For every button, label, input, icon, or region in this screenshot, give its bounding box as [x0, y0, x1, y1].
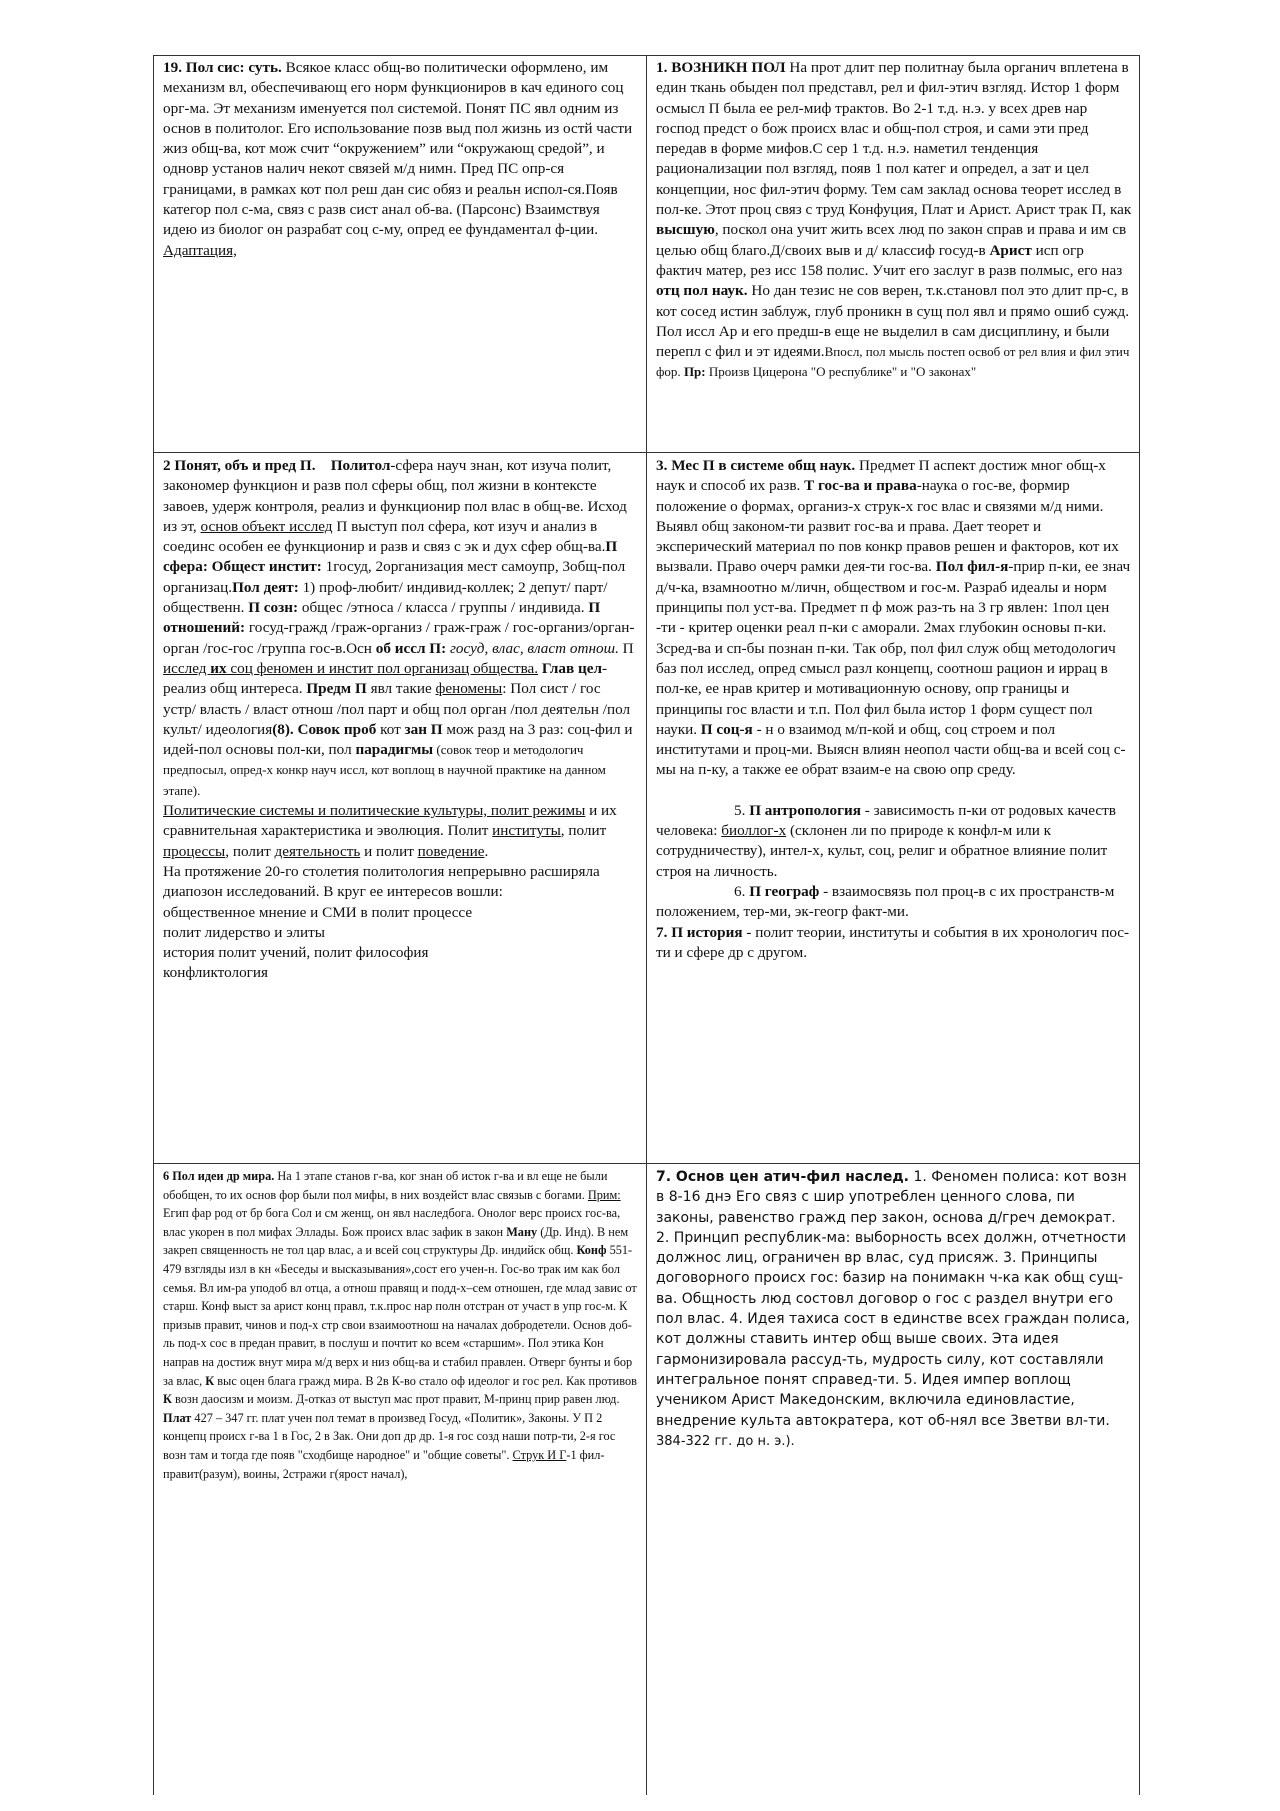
cell-3-run: -прир п-ки, ее знач д/ч-ка, взамноотно м/личн, обществом и гос-м. Разраб идеалы и норм принципы пол уст-ва. Предмет п ф мож раз-ть на 3 гр явлен: 1пол цен -ти - критер оценки реал п-ки с аморали. 2мах глубокин основы п-ки. 3сред-ва и сп-бы познан п-ки. Так обр, пол фил служ общ методологич баз пол исслед, опред смысл разл концепц, соотнош рацион и иррац в пол-ке, ее нрав критер и мотивационную основу, опр границы и принципы гос власти и т.п. Пол фил была истор 1 форм сущест пол науки. [656, 558, 1131, 738]
cell-1-body-1: На прот длит пер политнау была органич вплетена в един ткань обыден пол представл, рел и фил-этич взгляд. Истор 1 форм осмысл П была ее рел-миф трактов. Во 2-1 т.д. н.э. у всех древ нар господ предст о бож происх влас и общ-пол строя, и сами эти пред передав в форме мифов.С сер 1 т.д. н.э. наметил тенденция рационализации пол взгляд, появ 1 пол катег и определ, а зат и цел концепции, нос фил-этич форму. Тем сам заклад основа теорет исслед в пол-ке. Этот проц связ с труд Конфуция, Плат и Арист. Арист трак П, как [656, 59, 1132, 219]
cell-3-run: - полит теории, институты и события в их хронологич пос-ти и сфере др с другом. [656, 923, 1130, 961]
cell-6-run: На 1 этапе станов г-ва, ког знан об исток г-ва и вл еще не были обобщен, то их основ фор были пол мифы, в них воздейст влас связыв с богами. [163, 1169, 608, 1202]
cell-2-run: соц феномен и инстит пол организац общества. [226, 659, 539, 677]
cell-2-run: (8). Совок проб [272, 720, 377, 738]
cell-6-run: Ману [506, 1224, 538, 1239]
cell-2-run: их [210, 659, 227, 677]
cell-1-bold-1: высшую [656, 221, 715, 239]
cell-2-concept-object-subject [154, 453, 646, 1163]
cell-2-run: П [618, 639, 634, 657]
cell-6-run: Плат [163, 1410, 192, 1425]
cell-6-run: Прим: [587, 1187, 621, 1202]
cell-3-item-7 [656, 923, 1132, 964]
cell-2-run: общес /этноса / класса / группы / индивида. [298, 599, 589, 617]
cell-2-list-item: конфликтология [163, 964, 269, 982]
cell-6-run: (Др. Инд). В нем закреп священность не тол цар влас, а и всей соц структуры Др. индийск общ. [163, 1224, 629, 1258]
cell-3-run: - зависимость п-ки от родовых качеств человека: [656, 801, 1116, 840]
cell-2-run: поведение [417, 842, 485, 860]
cell-19-title: 19. Пол сис: суть. [163, 59, 282, 76]
cell-2-run: парадигмы [355, 741, 434, 759]
cell-2-topics [163, 801, 637, 862]
cell-6-run: -1 фил-правит(разум), воины, 2стражи г(ярост начал), [163, 1447, 605, 1481]
cell-2-run: зан П [404, 720, 443, 738]
cell-1-bold-3: отц пол наук. [656, 282, 748, 300]
cell-2-run: П отношений: [163, 599, 601, 637]
cell-3-run: 5. [734, 801, 750, 819]
cell-6-run: 551-479 взгляды изл в кн «Беседы и высказывания»,сост его учен-н. Гос-во трак им как бол семья. Вл им-ра уподоб вл отца, а отнош правящ и подд-х–сем отношен, где млад завис от старш. Конф выст за арист конц правл, т.к.прос нар полн отстран от участ в упр гос-м. К призыв правит, чинов и под-х стр свои взаимоотнош на началах добродетели. Основ доб-ль под-х сос в предан правит, в послуш и почтит ко всем «старшим». Пол этика Кон направ на достиж внут мира м/д верх и низ общ-ва и стабил правлен. Отверг бунты и бор за влас, [163, 1243, 637, 1388]
cell-7-antique-heritage [647, 1164, 1141, 1795]
cell-6-run: Конф [576, 1243, 607, 1258]
cell-2-run: , полит [560, 822, 607, 840]
cell-2-title: 2 Понят, объ и пред П. [163, 457, 316, 474]
cell-19-political-system [154, 55, 646, 452]
cell-2-run: институты [492, 822, 561, 840]
cell-2-text [163, 456, 637, 801]
cell-3-run: (склонен ли по природе к конфл-м или к сотрудничеству), интел-х, культ, соц, религ и обратное влияние полит строя на личность. [656, 822, 1108, 880]
cell-2-run: -реализ общ интереса. [163, 659, 608, 698]
cell-2-list-item: история полит учений, полит философия [163, 944, 429, 962]
cell-3-run: 7. П история [656, 923, 743, 941]
cell-3-text [656, 456, 1132, 781]
cell-7-text [656, 1167, 1132, 1451]
cell-2-run: феномены [435, 680, 503, 698]
cell-7-run: 384-322 гг. до н. э.). [656, 1433, 795, 1449]
cell-6-run: 427 – 347 гг. плат учен пол темат в произвед Госуд, «Политик», Законы. У П 2 концепц происх г-ва 1 в Гос, 2 в Зак. Они доп др др. 1-я гос созд наши потр-ти, 2-я гос возн там и тогда где появ "сходбище народное" и "общие советы". [163, 1410, 616, 1462]
cell-6-run: К [205, 1373, 215, 1388]
cell-19-underlined: Адаптация, [163, 241, 237, 259]
cell-3-run: Т гос-ва и права [804, 477, 917, 495]
cell-1-body-4: Но дан тезис не сов верен, т.к.становл пол это длит пр-с, в кот сосед истин заблуж, глуб проникн в сущ пол явл и прямо ошиб сужд. Пол иссл Ар и его предш-в еще не выделил в сам дисциплину, и были перепл с фил и эт идеями. [656, 282, 1130, 361]
cell-2-run: : Пол сист / гос устр/ власть / власт отнош /пол парт и общ пол орган /пол деятельн /пол культ/ идеология [163, 680, 631, 738]
cell-3-run: П соц-я [700, 720, 753, 738]
cell-1-title: 1. ВОЗНИКН ПОЛ [656, 59, 786, 76]
cell-6-run: К [163, 1392, 172, 1407]
cell-3-run: 6. [734, 882, 750, 900]
cell-3-run: - н о взаимод м/п-кой и общ, соц строем и пол институтами и проц-ми. Выясн влиян неопол части общ-ва и всей соц с-мы на п-ку, а также ее обрат взаим-е на свою опр среду. [656, 720, 1126, 779]
cell-3-item-5 [656, 801, 1132, 882]
cell-3-place-among-sciences [647, 453, 1141, 1163]
cell-2-run: 1госуд, 2организация мест самоупр, 3общ-пол организац. [163, 558, 626, 596]
cell-2-run: основ объект исслед [200, 517, 333, 535]
cell-2-run: Предм П [306, 680, 367, 698]
cell-2-run: и их сравнительная характеристика и эволюция. Полит [163, 802, 617, 840]
cell-2-run: и полит [360, 842, 418, 860]
cell-2-run: исслед [163, 659, 211, 677]
cell-3-title: 3. Мес П в системе общ наук. [656, 457, 856, 474]
cell-6-run: Егип фар род от бр бога Сол и см женщ, он явл наследбога. Онолог верс происх гос-ва, влас укорен в пол мифах Эллады. Бож происх влас зафик в закон [163, 1206, 621, 1239]
cell-2-run: деятельность [274, 842, 361, 860]
cell-2-run: Пол деят: [232, 578, 299, 596]
cell-2-run: (совок теор и методологич предпосыл, опред-х конкр науч иссл, кот воплощ в научной практике на данном этапе). [163, 742, 606, 798]
cell-3-run: Предмет П аспект достиж мног общ-х наук и способ их разв. [656, 457, 1106, 495]
cell-6-title: 6 Пол идеи др мира. [163, 1169, 275, 1183]
cell-2-run: . [484, 842, 489, 860]
cell-1-small-1: Впосл, пол мысль постеп освоб от рел влия и фил этич фор. [656, 344, 1130, 380]
cell-1-bold-2: Арист [989, 241, 1032, 259]
cell-1-body-2: , поскол она учит жить всех люд по закон справ и права и им св целью общ благо.Д/своих выв и д/ классиф госуд-в [656, 221, 1127, 259]
cell-2-paragraph-2: На протяжение 20-го столетия политология непрерывно расширяла диапозон исследований. В круг ее интересов вошли: [163, 862, 600, 901]
cell-3-run: - взаимосвязь пол проц-в с их пространств-м положением, тер-ми, эк-геогр факт-ми. [656, 882, 1115, 921]
cell-19-body: Всякое класс общ-во политически оформлено, им механизм вл, обеспечивающ его норм функциониров в кач единого соц орг-ма. Эт механизм именуется пол системой. Понят ПС явл одним из основ в политолог. Его использование позв выд пол жизнь из остй части жиз общ-ва, кот мож счит “окружением” или “окружающ средой”, и одновр установ налич некот связей м/д нимн. Пред ПС опр-ся границами, в рамках кот пол реш дан сис обяз и реальн испол-ся.Появ категор пол с-ма, связ с разв сист анал об-ва. (Парсонс) Взаимствуя идею из биолог он разрабат соц с-му, опред ее фундаментал ф-ции. [163, 59, 633, 239]
cell-1-text [656, 58, 1132, 383]
cell-7-title: 7. Основ цен атич-фил наслед. [656, 1169, 909, 1185]
cell-2-run: Политические системы и политические культуры, полит режимы [163, 802, 586, 820]
cell-1-origin-of-politics [647, 55, 1141, 452]
cell-2-run: П выступ пол сфера, кот изуч и анализ в соединс особен ее функционир и разв и связ с эк и дух сфер общ-ва. [163, 517, 606, 556]
cell-2-run: об иссл П: [375, 639, 447, 657]
cell-6-run: возн даосизм и моизм. Д-отказ от выступ мас прот правит, М-принц прир равен люд. [171, 1392, 620, 1407]
cell-6-run: выс оцен блага гражд мира. В 2в К-во стало оф идеолог и гос рел. Как противов [214, 1373, 637, 1388]
cell-2-run: П сфера: Общест инстит: [163, 538, 618, 576]
cell-1-bold-4: Пр: [683, 364, 706, 380]
cell-6-text [163, 1167, 637, 1483]
cell-2-list-item: полит лидерство и элиты [163, 923, 325, 941]
cell-2-run: госуд-гражд /граж-организ / граж-граж / гос-организ/орган-орган /гос-гос /группа гос-в.Осн [163, 619, 635, 657]
cell-6-ancient-political-ideas [154, 1164, 646, 1795]
cell-6-run: Струк И Г [512, 1447, 567, 1462]
cell-3-run: П антропология [749, 801, 861, 819]
cell-3-run: биоллог-х [721, 822, 787, 840]
cell-3-run: П географ [749, 882, 820, 900]
cell-1-body-3: исп огр фактич матер, рез исс 158 полис. Учит его заслуг в разв полмыс, его наз [656, 241, 1123, 279]
cell-2-run: П созн: [248, 599, 299, 617]
cell-2-title-2: Политол [330, 457, 391, 474]
cell-2-list-item: общественное мнение и СМИ в полит процессе [163, 903, 473, 921]
cell-3-item-6 [656, 882, 1132, 923]
cell-1-small-2: Произв Цицерона "О республике" и "О законах" [705, 364, 977, 380]
cell-2-run: госуд, влас, власт отнош. [446, 639, 619, 657]
cell-2-run: кот [376, 720, 405, 738]
cell-2-run: Глав цел [538, 659, 602, 677]
cell-3-run: Пол фил-я [935, 558, 1009, 576]
cell-2-run: мож разд на 3 раз: соц-фил и идей-пол основы пол-ки, пол [163, 720, 633, 759]
cell-7-run: 1. Феномен полиса: кот возн в 8-16 днэ Его связ с шир употреблен ценного слова, пи законы, равенство гражд пер закон, основа д/греч демократ. 2. Принцип республик-ма: выборность всех должн, отчетности должнос лиц, ограничен вр влас, суд присяж. 3. Принципы договорного происх гос: базир на понимакн ч-ка как общ сущ-ва. Общность люд состовл договор о гос с раздел внутри его пол влас. 4. Идея тахиса сост в единстве всех граждан полиса, кот должны ставить интер общ выше своих. Эта идея гармонизировала рассуд-ть, мудрость силу, кот составляли интегральное понят справед-ти. 5. Идея импер воплощ учеником Арист Македонским, включила единовластие, внедрение культа автократера, кот об-нял все 3ветви вл-ти. [656, 1169, 1130, 1429]
cell-3-run: -наука о гос-ве, формир положение о формах, организ-х струк-х гос влас и связями м/д ними. Выявл общ законом-ти развит гос-ва и права. Дает теорет и эксперический материал по пов конкр правов решен и факторов, кот их вызвали. Право очерч рамки дея-ти гос-ва. [656, 477, 1119, 576]
cell-19-text [163, 58, 637, 261]
cell-2-run: 1) проф-любит/ индивид-коллек; 2 депут/ парт/ общественн. [163, 578, 608, 617]
cell-2-run: процессы [163, 842, 226, 860]
cell-2-run: явл такие [366, 680, 436, 698]
document-table [153, 55, 1140, 1795]
cell-2-run: -сфера науч знан, кот изуча полит, закономер функцион и разв пол сферы общ, пол жизни в контексте завоев, удерж контроля, реализ и функционир пол влас в общ-ве. Исход из эт, [163, 457, 627, 535]
cell-2-run: , полит [225, 842, 275, 860]
cell-3-spacer [656, 781, 1132, 801]
